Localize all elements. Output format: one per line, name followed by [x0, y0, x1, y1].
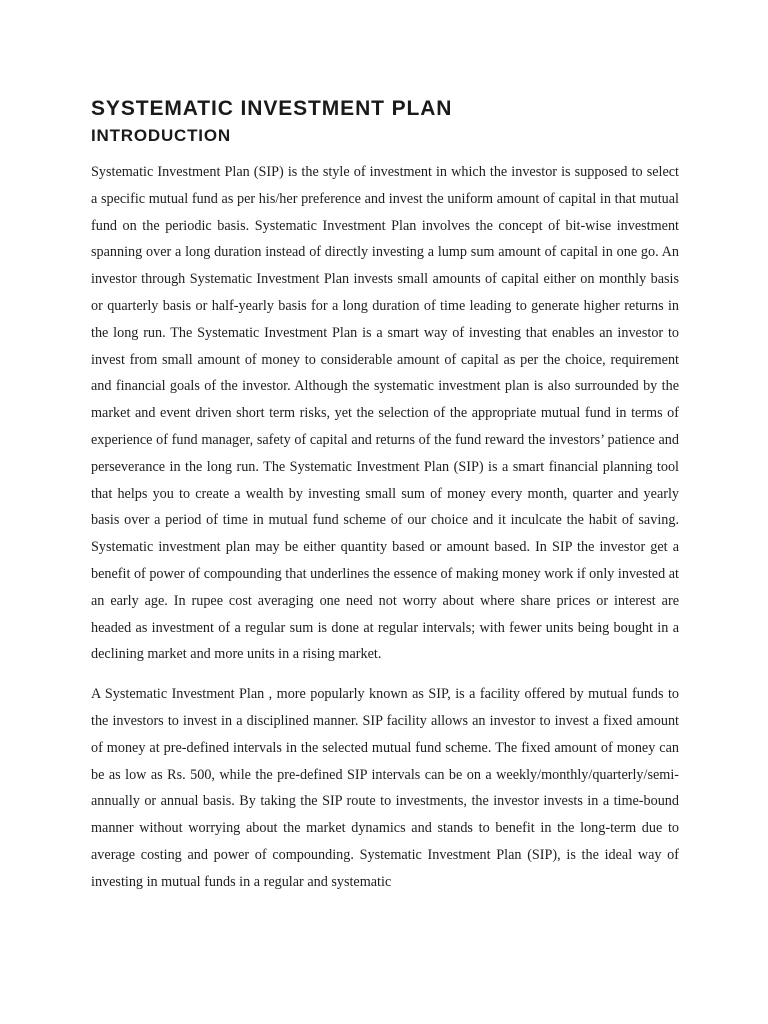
document-title: SYSTEMATIC INVESTMENT PLAN — [91, 97, 453, 120]
section-heading-introduction: INTRODUCTION — [91, 126, 231, 145]
document-body — [91, 96, 679, 896]
introduction-paragraph-2: A Systematic Investment Plan , more popularly known as SIP, is a facility offered by mutual funds to the investors to invest in a disciplined manner. SIP facility allows an investor to invest a fixed amount of money at pre-defined intervals in the selected mutual fund scheme. The fixed amount of money can be as low as Rs. 500, while the pre-defined SIP intervals can be on a weekly/monthly/quarterly/semi-annually or annual basis. By taking the SIP route to investments, the investor invests in a time-bound manner without worrying about the market dynamics and stands to benefit in the long-term due to average costing and power of compounding. Systematic Investment Plan (SIP), is the ideal way of investing in mutual funds in a regular and systematic — [91, 686, 679, 890]
introduction-paragraph-1: Systematic Investment Plan (SIP) is the style of investment in which the investor is supposed to select a specific mutual fund as per his/her preference and invest the uniform amount of capital in that mutual fund on the periodic basis. Systematic Investment Plan involves the concept of bit-wise investment spanning over a long duration instead of directly investing a lump sum amount of capital in one go. An investor through Systematic Investment Plan invests small amounts of capital either on monthly basis or quarterly basis or half-yearly basis for a long duration of time leading to generate higher returns in the long run. The Systematic Investment Plan is a smart way of investing that enables an investor to invest from small amount of money to considerable amount of capital as per the choice, requirement and financial goals of the investor. Although the systematic investment plan is also surrounded by the market and event driven short term risks, yet the selection of the appropriate mutual fund in terms of experience of fund manager, safety of capital and returns of the fund reward the investors’ patience and perseverance in the long run. The Systematic Investment Plan (SIP) is a smart financial planning tool that helps you to create a wealth by investing small sum of money every month, quarter and yearly basis over a period of time in mutual fund scheme of our choice and it inculcate the habit of saving. Systematic investment plan may be either quantity based or amount based. In SIP the investor get a benefit of power of compounding that underlines the essence of making money work if only invested at an early age. In rupee cost averaging one need not worry about where share prices or interest are headed as investment of a regular sum is done at regular intervals; with fewer units being bought in a declining market and more units in a rising market. — [91, 164, 679, 663]
